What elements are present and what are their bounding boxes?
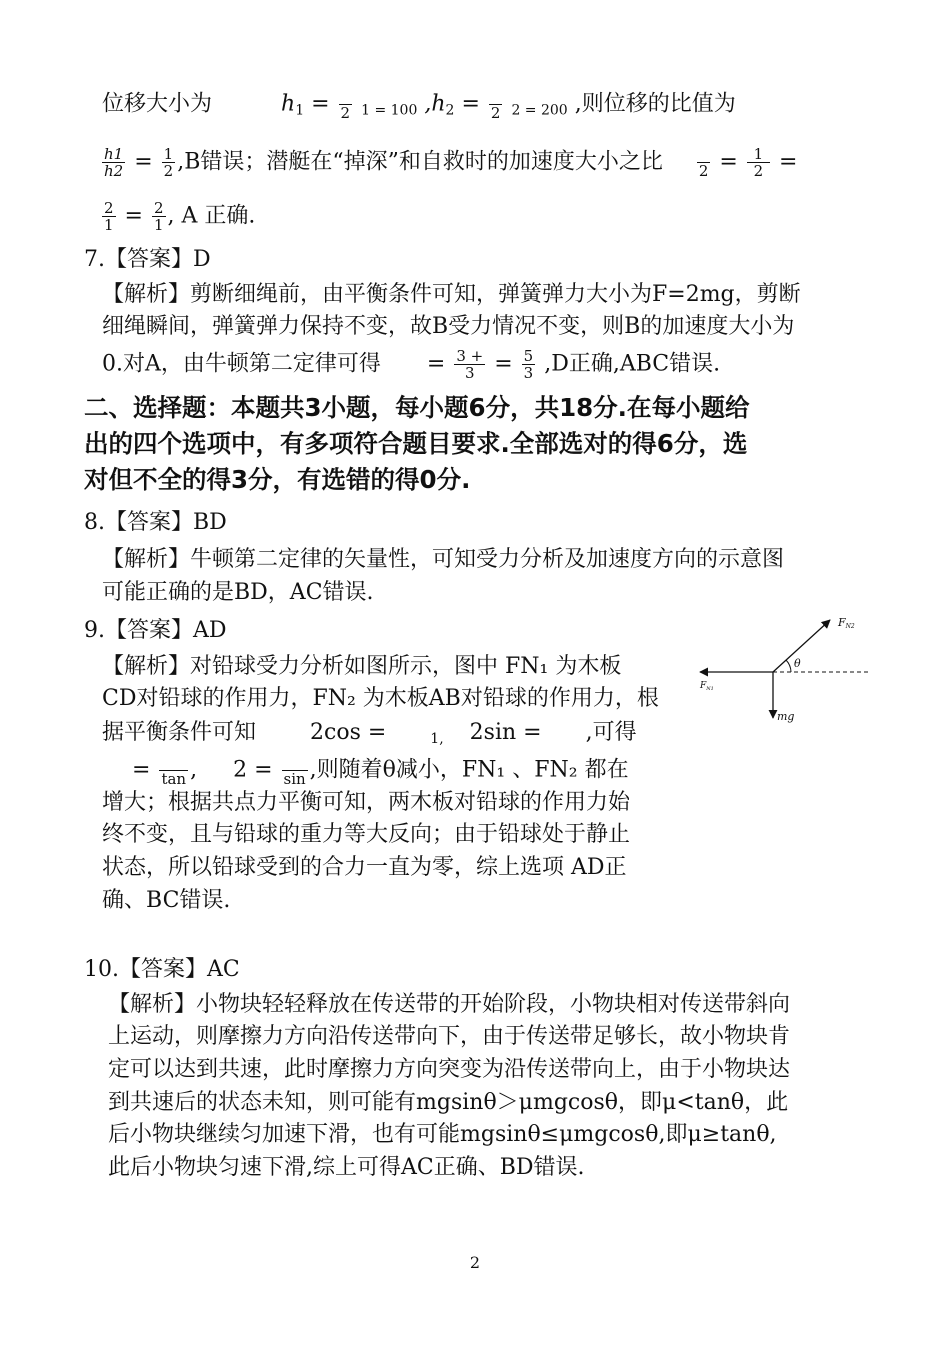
q6-eq: = xyxy=(134,149,153,175)
q6-eq: = xyxy=(124,203,143,229)
q9-fraction-sin: sin xyxy=(282,754,308,787)
q6-value-2: 2 = 200 xyxy=(511,102,568,119)
q9-answer: 9.【答案】AD xyxy=(84,618,227,643)
q10-line-3: 定可以达到共速，此时摩擦力方向突变为沿传送带向上，由于小物块达 xyxy=(108,1057,791,1082)
theta-label: θ xyxy=(794,657,801,670)
q9-line-6: 终不变，且与铅球的重力等大反向；由于铅球处于静止 xyxy=(102,822,631,847)
q9-line-3 xyxy=(102,718,637,754)
q10-answer: 10.【答案】AC xyxy=(84,957,240,982)
q10-line-5: 后小物块继续匀加速下滑，也有可能mgsinθ≤μmgcosθ,即μ≥tanθ, xyxy=(108,1122,777,1147)
fn2-arrow xyxy=(773,620,830,672)
q6-text: , A 正确. xyxy=(167,203,256,229)
q7-eq: = xyxy=(426,351,446,377)
q9-line-2: CD对铅球的作用力，FN₂ 为木板AB对铅球的作用力，根 xyxy=(102,686,659,711)
q7-text: 0.对A，由牛顿第二定律可得 xyxy=(102,351,381,377)
q7-line-2: 细绳瞬间，弹簧弹力保持不变，故B受力情况不变，则B的加速度大小为 xyxy=(102,314,795,339)
page-number: 2 xyxy=(469,1253,481,1272)
q6-text: ,则位移的比值为 xyxy=(574,91,736,117)
q9-line-4 xyxy=(132,754,629,787)
q10-line-2: 上运动，则摩擦力方向沿传送带向下，由于传送带足够长，故小物块肯 xyxy=(108,1024,791,1049)
q6-text: ,B错误；潜艇在“掉深”和自救时的加速度大小之比 xyxy=(177,149,663,175)
q9-text: 2sin = xyxy=(469,720,542,745)
q7-line-3 xyxy=(102,348,720,381)
q6-h2-symbol: ,h xyxy=(424,91,446,117)
q6-h1-symbol: h xyxy=(281,91,296,117)
q9-line-8: 确、BC错误. xyxy=(102,888,231,913)
q10-line-4: 到共速后的状态未知，则可能有mgsinθ＞μmgcosθ，即μ<tanθ，此 xyxy=(108,1090,789,1115)
q6-eq: = xyxy=(778,149,798,175)
fn2-label: FN2 xyxy=(838,616,855,630)
q9-text: ,则随着θ减小，FN₁ 、FN₂ 都在 xyxy=(309,757,629,783)
q9-text: ,可得 xyxy=(585,720,637,745)
half-fraction: $\frac{1}{2}$ xyxy=(163,145,174,180)
force-diagram xyxy=(690,610,890,730)
h-ratio-fraction: $\frac{h1}{h2}$ xyxy=(104,145,124,180)
accel-fraction-3: $\frac{2}{1}$ xyxy=(104,199,114,234)
q9-text: , xyxy=(190,757,198,783)
q6-eq: = xyxy=(719,149,738,175)
q8-line-2: 可能正确的是BD，AC错误. xyxy=(102,580,374,605)
section2-heading-line-2: 出的四个选项中，有多项符合题目要求.全部选对的得6分，选 xyxy=(84,429,748,458)
section2-heading-line-1: 二、选择题：本题共3小题，每小题6分，共18分.在每小题给 xyxy=(84,393,750,422)
q9-eq: = xyxy=(132,757,151,783)
mg-label: mg xyxy=(777,710,795,723)
theta-arc xyxy=(786,660,791,672)
q6-value-1: 1 = 100 xyxy=(361,102,418,119)
q6-line-1: 位移大小为 $h_1$ = 2 $_{1 = 100}$ $,h_2$ = 2 $_{2 = 200}$ ,则位移的比值为 xyxy=(102,88,736,126)
q7-text: ,D正确,ABC错误. xyxy=(544,351,721,377)
q9-text: 2cos = xyxy=(310,720,387,745)
q9-text: 1, xyxy=(430,731,444,747)
q7-eq: = xyxy=(494,351,513,377)
q7-fraction-1: $\frac{3 +}{3}$ xyxy=(456,347,484,382)
section2-heading-line-3: 对但不全的得3分，有选错的得0分. xyxy=(84,465,471,494)
q6-eq: = xyxy=(461,91,480,117)
q8-line-1: 【解析】牛顿第二定律的矢量性，可知受力分析及加速度方向的示意图 xyxy=(102,547,785,572)
q9-text: 2 = xyxy=(233,757,273,783)
q9-text: 据平衡条件可知 xyxy=(102,720,257,745)
q6-line-2 xyxy=(100,146,797,179)
q6-fraction: 2 xyxy=(489,88,503,121)
q6-text: 位移大小为 xyxy=(102,91,213,117)
q6-fraction: 2 xyxy=(339,88,353,121)
accel-fraction-4: $\frac{2}{1}$ xyxy=(153,199,164,234)
q9-line-1: 【解析】对铅球受力分析如图所示，图中 FN₁ 为木板 xyxy=(102,654,622,679)
q10-line-6: 此后小物块匀速下滑,综上可得AC正确、BD错误. xyxy=(108,1155,585,1180)
q7-fraction-2: $\frac{5}{3}$ xyxy=(523,347,534,382)
q10-line-1: 【解析】小物块轻轻释放在传送带的开始阶段，小物块相对传送带斜向 xyxy=(108,992,791,1017)
q6-line-3 xyxy=(100,200,255,233)
q6-eq: = xyxy=(311,91,330,117)
q9-line-5: 增大；根据共点力平衡可知，两木板对铅球的作用力始 xyxy=(102,790,631,815)
accel-ratio-fraction-2: $\frac{1}{2}$ xyxy=(747,146,770,179)
q7-answer: 7.【答案】D xyxy=(84,247,211,272)
fn1-label: $F_{N1}$ xyxy=(700,681,714,692)
q8-answer: 8.【答案】BD xyxy=(84,510,227,535)
accel-ratio-fraction-1: 2 xyxy=(697,146,711,179)
q9-line-7: 状态，所以铅球受到的合力一直为零，综上选项 AD正 xyxy=(102,855,627,880)
q7-line-1: 【解析】剪断细绳前，由平衡条件可知，弹簧弹力大小为F=2mg，剪断 xyxy=(102,282,801,307)
q9-fraction-tan: tan xyxy=(159,754,188,787)
